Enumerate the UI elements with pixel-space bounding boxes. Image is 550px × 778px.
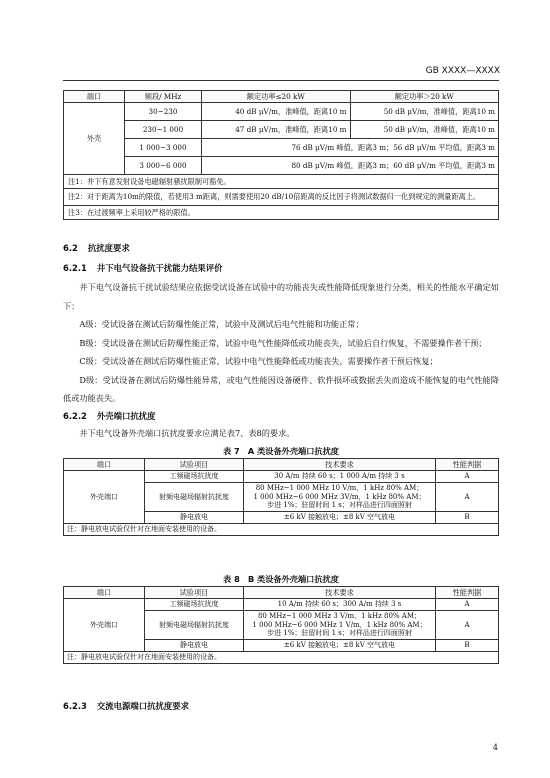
table-row [64, 157, 499, 175]
level-d-paragraph: D级：受试设备在测试后防爆性能异常，或电气性能因设备硬件、软件损坏或数据丢失而造成不能恢复的电气性能降低或功能丧失。 [63, 374, 499, 403]
port-cell: 外壳端口 [64, 599, 145, 652]
section-heading-6-2-1 [63, 262, 222, 274]
table-note: 注1：井下有意发射设备电磁辐射骚扰限制可豁免。 [64, 175, 499, 189]
header-port: 端口 [64, 587, 145, 599]
table-row [64, 471, 499, 483]
test-item-cell: 射频电磁场辐射抗扰度 [145, 482, 244, 511]
band-cell: 230~1 000 [125, 121, 202, 139]
level-c-paragraph: C级：受试设备在测试后防爆性能正常，试验中电气性能降低或功能丧失，需要操作者干预后恢复； [79, 356, 438, 366]
limit-cell: 50 dB μV/m，准峰值，距离10 m [350, 121, 499, 139]
section-number: 6.2.2 [63, 411, 87, 421]
requirement-line: ±6 kV 接触放电；±8 kV 空气放电 [283, 641, 396, 649]
table-header-row [64, 91, 499, 103]
limit-cell: 50 dB μV/m，准峰值，距离10 m [350, 103, 499, 121]
requirement-line: ±6 kV 接触放电；±8 kV 空气放电 [283, 513, 396, 521]
section-title: 交流电源端口抗扰度要求 [96, 701, 189, 711]
table-7 [63, 458, 499, 536]
section-heading-6-2-2 [63, 410, 155, 422]
header-test-item: 试验项目 [145, 459, 244, 471]
table-note-row [64, 651, 499, 663]
test-item-cell: 射频电磁场辐射抗扰度 [145, 610, 244, 639]
table-header-row [64, 587, 499, 599]
table-row [64, 103, 499, 121]
requirement-line: 80 MHz~1 000 MHz 3 V/m，1 kHz 80% AM； [257, 611, 422, 620]
test-item-cell: 工频磁场抗扰度 [145, 599, 244, 611]
requirement-cell [244, 599, 436, 611]
requirement-line: 1 000 MHz~6 000 MHz 1 V/m，1 kHz 80% AM； [252, 620, 427, 629]
requirement-cell [244, 471, 436, 483]
requirement-line: 10 A/m 持续 60 s；300 A/m 持续 3 s [277, 600, 402, 608]
enclosure-paragraph [63, 424, 499, 443]
limit-cell: 47 dB μV/m，准峰值，距离10 m [202, 121, 351, 139]
table-note: 注：静电放电试验仅针对在地面安装使用的设备。 [64, 651, 499, 663]
requirement-line: 步进 1%；驻留时间 1 s；对样品进行四面照射 [267, 501, 412, 510]
requirement-cell [244, 640, 436, 652]
section-number: 6.2 [63, 243, 78, 253]
requirement-line: 1 000 MHz~6 000 MHz 3V/m，1 kHz 80% AM； [253, 492, 426, 501]
header-port: 端口 [64, 459, 145, 471]
page-number: 4 [492, 743, 498, 752]
limit-cell: 76 dB μV/m 峰值，距离3 m；56 dB μV/m 平均值，距离3 m [202, 139, 499, 157]
section-number: 6.2.1 [63, 263, 87, 273]
evaluation-paragraphs [63, 278, 499, 408]
table-8-caption: 表 8 B 类设备外壳端口抗扰度 [223, 574, 339, 584]
section-number: 6.2.3 [63, 701, 87, 711]
band-cell: 3 000~6 000 [125, 157, 202, 175]
criterion-cell: A [436, 482, 499, 511]
limit-cell: 40 dB μV/m，准峰值，距离10 m [202, 103, 351, 121]
section-heading-6-2-3 [63, 700, 189, 712]
table-note: 注3：在过渡频率上采用较严格的限值。 [64, 206, 499, 220]
header-band: 频段/ MHz [125, 91, 202, 103]
table-7-caption: 表 7 A 类设备外壳端口抗扰度 [223, 446, 339, 456]
header-low-power: 额定功率≤20 kW [202, 91, 351, 103]
table-header-row [64, 459, 499, 471]
band-cell: 1 000~3 000 [125, 139, 202, 157]
requirement-line: 30 A/m 持续 60 s；1 000 A/m 持续 3 s [274, 472, 405, 480]
test-item-cell: 静电放电 [145, 512, 244, 524]
table-row [64, 139, 499, 157]
criterion-cell: B [436, 512, 499, 524]
header-test-item: 试验项目 [145, 587, 244, 599]
emission-limit-table [63, 90, 499, 220]
requirement-line: 80 MHz~1 000 MHz 10 V/m，1 kHz 80% AM； [255, 483, 424, 492]
header-criterion: 性能判据 [436, 459, 499, 471]
header-requirement: 技术要求 [244, 459, 436, 471]
section-title: 抗扰度要求 [87, 243, 130, 253]
paragraph: 井下电气设备抗干扰试验结果应依据受试设备在试验中的功能丧失或性能降低现象进行分类，相关的性能水平确定如下： [63, 282, 499, 311]
table-8 [63, 586, 499, 664]
level-a-paragraph: A级：受试设备在测试后防爆性能正常，试验中及测试后电气性能和功能正常； [79, 319, 364, 329]
header-criterion: 性能判据 [436, 587, 499, 599]
header-requirement: 技术要求 [244, 587, 436, 599]
criterion-cell: A [436, 471, 499, 483]
test-item-cell: 工频磁场抗扰度 [145, 471, 244, 483]
requirement-cell [244, 512, 436, 524]
criterion-cell: A [436, 610, 499, 639]
header-rule [63, 80, 499, 81]
section-title: 井下电气设备抗干扰能力结果评价 [96, 263, 223, 273]
table-note: 注：静电放电试验仅针对在地面安装使用的设备。 [64, 523, 499, 535]
header-high-power: 额定功率＞20 kW [350, 91, 499, 103]
level-b-paragraph: B级：受试设备在测试后防爆性能正常，试验中电气性能降低或功能丧失，试验后自行恢复，不需要操作者干预； [79, 337, 487, 348]
table-note-row [64, 175, 499, 189]
limit-cell: 80 dB μV/m 峰值，距离3 m；60 dB μV/m 平均值，距离3 m [202, 157, 499, 175]
band-cell: 30~230 [125, 103, 202, 121]
table-note-row [64, 523, 499, 535]
requirement-cell [244, 610, 436, 639]
table-row [64, 599, 499, 611]
criterion-cell: A [436, 599, 499, 611]
table-row [64, 121, 499, 139]
section-heading-6-2 [63, 242, 130, 254]
requirement-line: 步进 1%；驻留时间 1 s；对样品进行四面照射 [267, 629, 412, 638]
test-item-cell: 静电放电 [145, 640, 244, 652]
table-note-row [64, 206, 499, 220]
requirement-cell [244, 482, 436, 511]
paragraph: 井下电气设备外壳端口抗扰度要求应满足表7、表8的要求。 [79, 428, 295, 438]
section-title: 外壳端口抗扰度 [96, 411, 156, 421]
criterion-cell: B [436, 640, 499, 652]
port-cell: 外壳 [64, 103, 125, 175]
table-note-row [64, 189, 499, 206]
document-code: GB XXXX—XXXX [425, 66, 500, 76]
header-port: 端口 [64, 91, 125, 103]
table-note: 注2：对于距离为10m的限值，若使用3 m距离，则需要使用20 dB/10倍距离的反比因子将测试数据归一化到规定的测量距离上。 [64, 189, 499, 206]
port-cell: 外壳端口 [64, 471, 145, 524]
